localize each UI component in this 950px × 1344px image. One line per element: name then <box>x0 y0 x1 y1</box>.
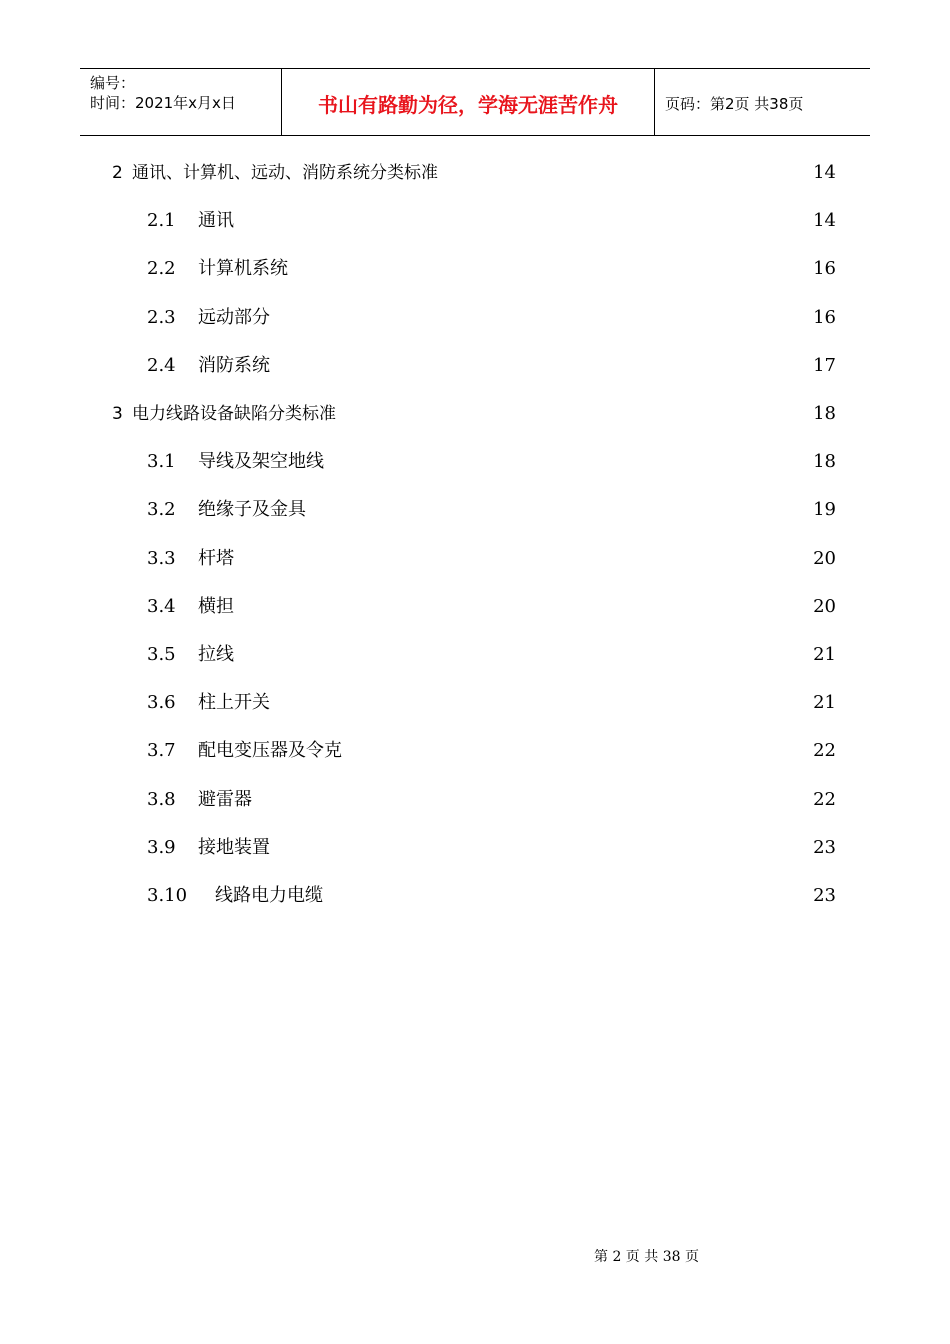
toc-entry-number: 3.2 <box>147 499 176 521</box>
toc-entry-number: 3 <box>112 404 123 424</box>
toc-entry-page: 18 <box>813 403 836 424</box>
toc-entry-number: 3.4 <box>147 595 176 617</box>
toc-entry[interactable] <box>0 788 950 812</box>
toc-entry-title: 配电变压器及令克 <box>198 740 342 762</box>
toc-entry-title: 柱上开关 <box>198 692 270 714</box>
toc-entry-title: 通讯 <box>198 210 234 232</box>
toc-entry-title: 接地装置 <box>198 836 270 858</box>
toc-entry-page: 22 <box>813 788 836 810</box>
toc-entry-number: 3.9 <box>147 836 176 858</box>
toc-entry-title: 绝缘子及金具 <box>198 499 306 521</box>
toc-entry[interactable] <box>0 884 950 908</box>
toc-entry-title: 横担 <box>198 595 234 617</box>
toc-entry-page: 22 <box>813 740 836 762</box>
toc-entry-number: 3.8 <box>147 788 176 810</box>
toc-entry[interactable] <box>0 354 950 378</box>
toc-entry-title: 线路电力电缆 <box>215 885 323 906</box>
toc-entry[interactable] <box>0 306 950 330</box>
toc-entry-title: 消防系统 <box>198 354 270 376</box>
toc-entry-title: 拉线 <box>198 644 234 665</box>
toc-entry-number: 3.5 <box>147 644 176 665</box>
toc-entry[interactable] <box>0 257 950 281</box>
toc-entry-title: 远动部分 <box>198 306 270 328</box>
page-header <box>80 68 870 136</box>
toc-entry[interactable] <box>0 209 950 233</box>
toc-entry-number: 3.10 <box>147 885 188 906</box>
toc-entry-number: 2.2 <box>147 258 176 280</box>
toc-entry-page: 17 <box>813 354 836 376</box>
toc-entry-page: 23 <box>813 885 836 906</box>
toc-entry[interactable] <box>0 547 950 571</box>
toc-entry[interactable] <box>0 498 950 522</box>
toc-entry-number: 3.7 <box>147 740 176 762</box>
toc-entry[interactable] <box>0 643 950 667</box>
toc-entry-page: 14 <box>813 162 836 183</box>
header-page-info: 页码：第2页 共38页 <box>665 94 804 113</box>
toc-entry-number: 3.6 <box>147 692 176 714</box>
toc-entry[interactable] <box>0 450 950 474</box>
toc-entry-page: 19 <box>813 499 836 521</box>
toc-entry-number: 2.4 <box>147 354 176 376</box>
header-motto: 书山有路勤为径，学海无涯苦作舟 <box>282 69 655 135</box>
toc-entry-page: 16 <box>813 258 836 280</box>
toc-entry-number: 2.3 <box>147 306 176 328</box>
toc-entry-page: 21 <box>813 644 836 665</box>
toc-entry-number: 3.3 <box>147 547 176 569</box>
toc-entry[interactable] <box>0 691 950 715</box>
toc-entry-page: 20 <box>813 547 836 569</box>
toc-entry-title: 杆塔 <box>198 547 234 569</box>
toc-entry[interactable] <box>0 836 950 860</box>
toc-entry-title: 导线及架空地线 <box>198 451 324 473</box>
toc-entry-title: 通讯、计算机、远动、消防系统分类标准 <box>132 163 438 183</box>
document-time: 时间：2021年x月x日 <box>90 94 236 112</box>
toc-entry-page: 23 <box>813 836 836 858</box>
toc-entry-page: 20 <box>813 595 836 617</box>
header-meta <box>80 69 282 135</box>
toc-entry-number: 2 <box>112 163 123 183</box>
toc-entry-page: 18 <box>813 451 836 473</box>
toc-entry[interactable] <box>0 595 950 619</box>
footer-page-number: 第 2 页 共 38 页 <box>594 1249 699 1265</box>
toc-entry-page: 16 <box>813 306 836 328</box>
toc-entry-title: 避雷器 <box>198 788 252 810</box>
toc-entry-number: 3.1 <box>147 451 176 473</box>
toc-entry-title: 电力线路设备缺陷分类标准 <box>132 404 336 424</box>
toc-entry-title: 计算机系统 <box>198 258 288 280</box>
toc-entry-page: 14 <box>813 210 836 232</box>
document-number: 编号： <box>90 74 136 92</box>
toc-entry[interactable] <box>0 739 950 763</box>
toc-entry-number: 2.1 <box>147 210 176 232</box>
toc-entry[interactable] <box>0 161 950 185</box>
toc-entry[interactable] <box>0 402 950 426</box>
toc-entry-page: 21 <box>813 692 836 714</box>
